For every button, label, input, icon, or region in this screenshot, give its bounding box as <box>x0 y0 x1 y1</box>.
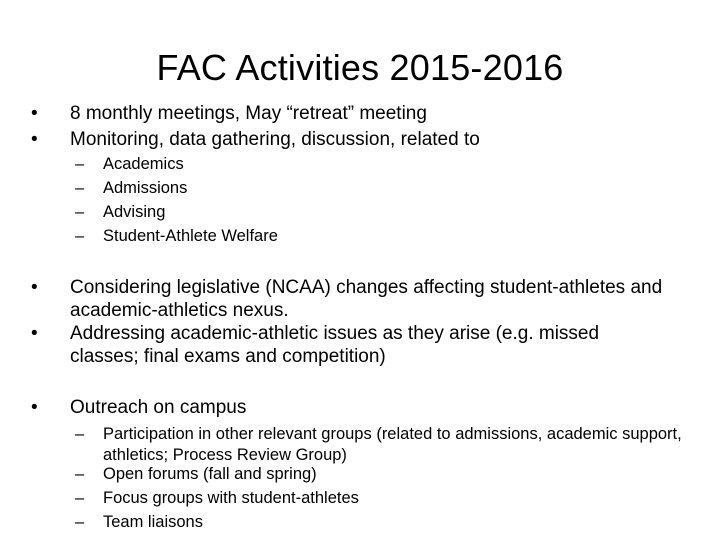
dash-marker: – <box>75 489 85 507</box>
sub-bullet-item <box>75 512 203 533</box>
dash-marker: – <box>75 227 85 245</box>
dash-marker: – <box>75 513 85 531</box>
bullet-text: Considering legislative (NCAA) changes affecting student-athletes and academic-athletics nexus. <box>70 277 663 321</box>
sub-bullet-text: Open forums (fall and spring) <box>103 465 317 483</box>
bullet-text: Addressing academic-athletic issues as they arise (e.g. missed classes; final exams and competition) <box>70 323 600 367</box>
sub-bullet-item <box>75 154 184 175</box>
sub-bullet-text: Focus groups with student-athletes <box>103 489 359 507</box>
bullet-text: 8 monthly meetings, May “retreat” meeting <box>70 103 427 124</box>
sub-bullet-text: Admissions <box>103 179 188 197</box>
bullet-item <box>31 396 247 419</box>
sub-bullet-item <box>75 424 693 466</box>
sub-bullet-item <box>75 488 359 509</box>
sub-bullet-item <box>75 202 166 223</box>
bullet-marker: • <box>31 103 38 124</box>
sub-bullet-text: Participation in other relevant groups (related to admissions, academic support, athletics; Process Review Group) <box>103 425 682 464</box>
sub-bullet-item <box>75 464 317 485</box>
sub-bullet-text: Student-Athlete Welfare <box>103 227 278 245</box>
dash-marker: – <box>75 203 85 221</box>
slide-title: FAC Activities 2015-2016 <box>156 47 564 88</box>
sub-bullet-text: Advising <box>103 203 166 221</box>
sub-bullet-text: Academics <box>103 155 184 173</box>
bullet-marker: • <box>31 323 38 344</box>
bullet-item <box>31 322 670 368</box>
sub-bullet-item <box>75 226 278 247</box>
sub-bullet-item <box>75 178 188 199</box>
dash-marker: – <box>75 425 85 443</box>
dash-marker: – <box>75 179 85 197</box>
bullet-marker: • <box>31 397 38 418</box>
bullet-item <box>31 128 480 151</box>
bullet-item <box>31 276 670 322</box>
bullet-item <box>31 102 427 125</box>
bullet-marker: • <box>31 277 38 298</box>
bullet-text: Outreach on campus <box>70 397 247 418</box>
bullet-text: Monitoring, data gathering, discussion, related to <box>70 129 480 150</box>
dash-marker: – <box>75 155 85 173</box>
dash-marker: – <box>75 465 85 483</box>
bullet-marker: • <box>31 129 38 150</box>
sub-bullet-text: Team liaisons <box>103 513 203 531</box>
